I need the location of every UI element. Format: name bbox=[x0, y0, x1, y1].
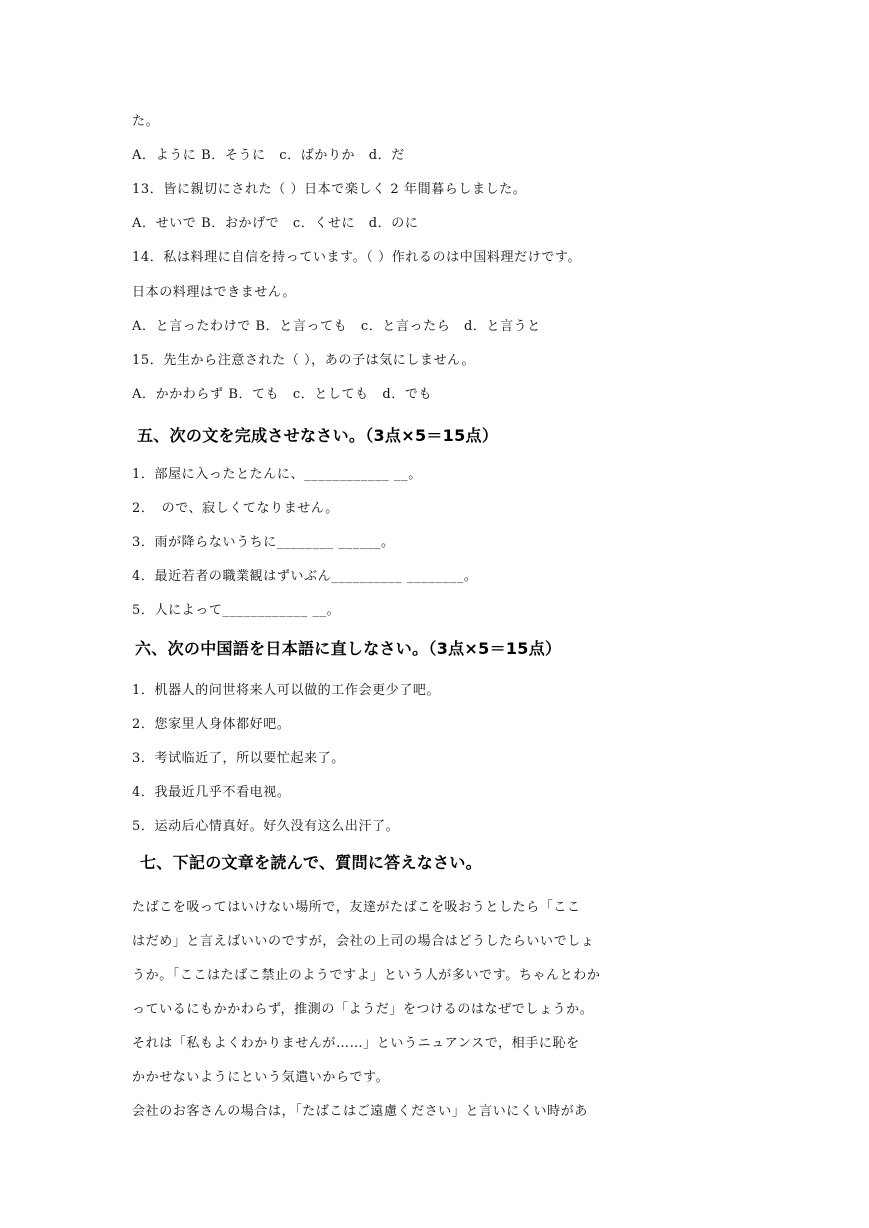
question-13: 13．皆に親切にされた（ ）日本で楽しく 2 年間暮らしました。 bbox=[132, 182, 527, 197]
section-6-item: 4．我最近几乎不看电视。 bbox=[132, 785, 291, 800]
section-5-item: 3．雨が降らないうちに________ ______。 bbox=[132, 535, 395, 550]
section-5-item: 2． ので、寂しくてなりません。 bbox=[132, 501, 339, 516]
question-14-options: A．と言ったわけで B．と言っても c．と言ったら d．と言うと bbox=[132, 319, 541, 334]
question-12-continuation: た。 bbox=[132, 114, 160, 129]
section-6-item: 5．运动后心情真好。好久没有这么出汗了。 bbox=[132, 819, 400, 834]
reading-paragraph-line: っているにもかかわらず，推測の「ようだ」をつけるのはなぜでしょうか。 bbox=[132, 1002, 594, 1017]
reading-paragraph-line: たばこを吸ってはいけない場所で，友達がたばこを吸おうとしたら「ここ bbox=[132, 900, 581, 915]
reading-paragraph-line: かかせないようにという気遣いからです。 bbox=[132, 1070, 390, 1085]
reading-paragraph-line: はだめ」と言えばいいのですが，会社の上司の場合はどうしたらいいでしょ bbox=[132, 934, 595, 949]
section-5-item: 1．部屋に入ったとたんに、____________ __。 bbox=[132, 467, 422, 482]
reading-paragraph-line: それは「私もよくわかりませんが……」というニュアンスで，相手に恥を bbox=[132, 1036, 580, 1051]
section-6-heading: 六、次の中国語を日本語に直しなさい。（3点×5＝15点） bbox=[135, 639, 562, 658]
reading-paragraph-line: うか。「ここはたばこ禁止のようですよ」という人が多いです。ちゃんとわか bbox=[132, 968, 601, 983]
question-14-line-2: 日本の料理はできません。 bbox=[132, 285, 296, 300]
section-6-item: 2．您家里人身体都好吧。 bbox=[132, 717, 291, 732]
question-15-options: A．かかわらず B．ても c．としても d．でも bbox=[132, 387, 433, 402]
section-5-item: 4．最近若者の職業観はずいぶん__________ ________。 bbox=[132, 569, 478, 584]
question-13-options: A．せいで B．おかげで c．くせに d．のに bbox=[132, 216, 419, 231]
section-6-item: 1．机器人的问世将来人可以做的工作会更少了吧。 bbox=[132, 683, 441, 698]
question-15: 15．先生から注意された（ ），あの子は気にしません。 bbox=[132, 353, 476, 368]
question-12-options: A．ように B．そうに c．ばかりか d．だ bbox=[132, 148, 405, 163]
section-7-heading: 七、下記の文章を読んで、質問に答えなさい。 bbox=[140, 853, 482, 872]
question-14-line-1: 14．私は料理に自信を持っています。（ ）作れるのは中国料理だけです。 bbox=[132, 250, 582, 265]
reading-paragraph-line: 会社のお客さんの場合は，「たばこはご遠慮ください」と言いにくい時があ bbox=[132, 1104, 588, 1119]
section-6-item: 3．考试临近了，所以要忙起来了。 bbox=[132, 751, 345, 766]
section-5-heading: 五、次の文を完成させなさい。（3点×5＝15点） bbox=[137, 426, 499, 445]
section-5-item: 5．人によって____________ __。 bbox=[132, 603, 341, 618]
